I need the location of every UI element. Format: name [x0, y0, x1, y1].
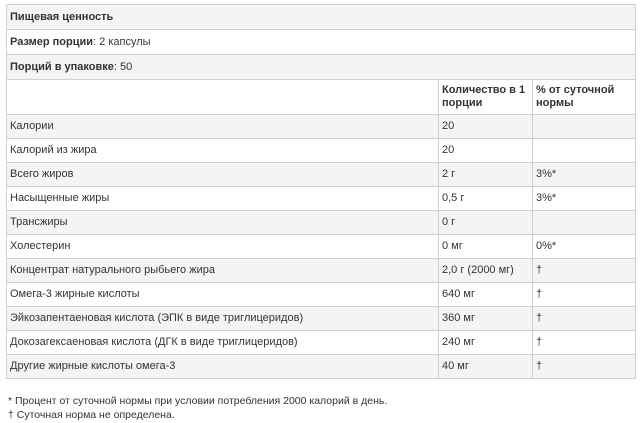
nutrient-amount: 2 г [439, 163, 533, 187]
nutrient-daily-value: 3%* [533, 187, 636, 211]
nutrient-name: Насыщенные жиры [7, 187, 439, 211]
nutrient-amount: 240 мг [439, 331, 533, 355]
nutrient-row [7, 307, 636, 331]
nutrient-daily-value [533, 115, 636, 139]
nutrient-amount: 2,0 г (2000 мг) [439, 259, 533, 283]
nutrient-row [7, 211, 636, 235]
servings-per-container [7, 55, 636, 80]
nutrient-rows [7, 115, 636, 379]
nutrient-row [7, 163, 636, 187]
nutrient-name: Эйкозапентаеновая кислота (ЭПК в виде триглицеридов) [7, 307, 439, 331]
nutrient-amount: 0 г [439, 211, 533, 235]
nutrient-amount: 640 мг [439, 283, 533, 307]
nutrient-amount: 0 мг [439, 235, 533, 259]
servings-per-container-value: : 50 [113, 60, 133, 73]
nutrient-amount: 20 [439, 139, 533, 163]
nutrient-row [7, 235, 636, 259]
nutrient-daily-value [533, 211, 636, 235]
nutrient-row [7, 139, 636, 163]
nutrient-name: Другие жирные кислоты омега-3 [7, 355, 439, 379]
nutrient-name: Всего жиров [7, 163, 439, 187]
servings-per-container-row [7, 55, 636, 80]
nutrient-name: Докозагексаеновая кислота (ДГК в виде триглицеридов) [7, 331, 439, 355]
nutrient-amount: 0,5 г [439, 187, 533, 211]
serving-size-row [7, 30, 636, 55]
nutrient-name: Концентрат натурального рыбьего жира [7, 259, 439, 283]
nutrient-daily-value: † [533, 307, 636, 331]
servings-per-container-label: Порций в упаковке [10, 60, 114, 73]
footnote-daily-value: * Процент от суточной нормы при условии потребления 2000 калорий в день. [8, 395, 388, 407]
nutrition-facts-table [6, 4, 636, 379]
nutrient-name: Калорий из жира [7, 139, 439, 163]
nutrient-row [7, 187, 636, 211]
title-row [7, 5, 636, 30]
nutrient-name: Холестерин [7, 235, 439, 259]
nutrient-name: Калории [7, 115, 439, 139]
nutrient-row [7, 283, 636, 307]
nutrient-amount: 20 [439, 115, 533, 139]
column-header-name [7, 80, 439, 115]
nutrient-row [7, 331, 636, 355]
column-header-daily-value: % от суточной нормы [533, 80, 636, 115]
nutrient-daily-value: † [533, 283, 636, 307]
serving-size [7, 30, 636, 55]
footnotes [8, 394, 387, 422]
nutrient-daily-value: † [533, 259, 636, 283]
nutrient-amount: 360 мг [439, 307, 533, 331]
table-title: Пищевая ценность [7, 5, 636, 30]
nutrient-row [7, 259, 636, 283]
nutrient-daily-value: † [533, 355, 636, 379]
nutrient-amount: 40 мг [439, 355, 533, 379]
nutrient-row [7, 115, 636, 139]
nutrient-daily-value: 0%* [533, 235, 636, 259]
footnote-not-established: † Суточная норма не определена. [8, 409, 175, 421]
nutrient-row [7, 355, 636, 379]
column-header-row [7, 80, 636, 115]
nutrient-name: Трансжиры [7, 211, 439, 235]
nutrient-daily-value [533, 139, 636, 163]
column-header-amount: Количество в 1 порции [439, 80, 533, 115]
serving-size-label: Размер порции [10, 35, 94, 48]
nutrient-daily-value: † [533, 331, 636, 355]
nutrient-name: Омега-3 жирные кислоты [7, 283, 439, 307]
nutrient-daily-value: 3%* [533, 163, 636, 187]
serving-size-value: : 2 капсулы [93, 35, 151, 48]
